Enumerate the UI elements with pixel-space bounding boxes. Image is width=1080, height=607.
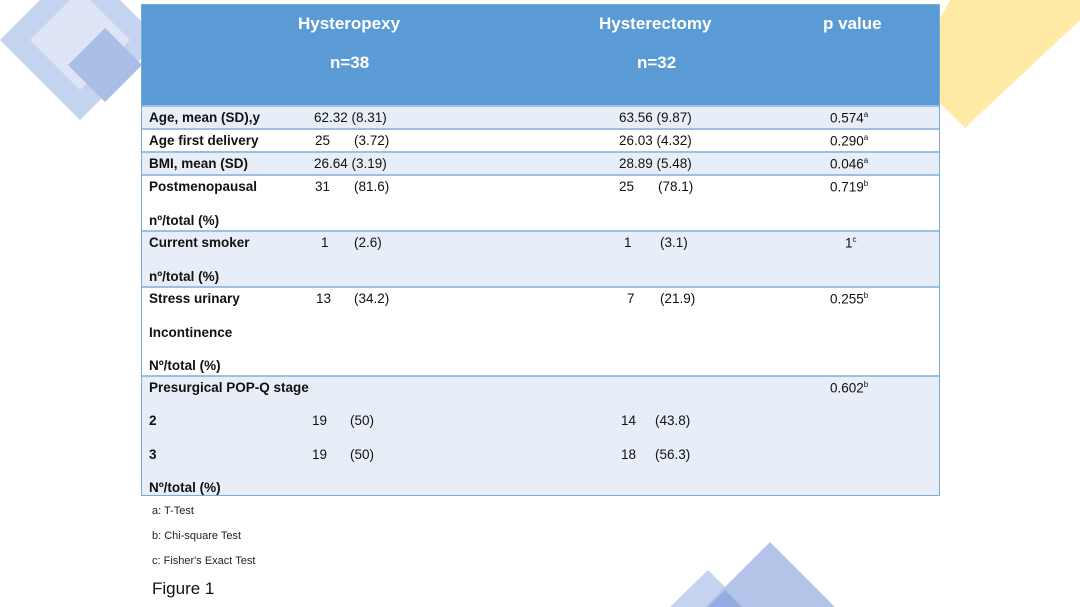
table-row-stress-incontinence [142,286,939,375]
hysteropexy-n: 25 [315,133,331,148]
table-row-first-delivery [142,128,939,151]
hysterectomy-value: 26.03 (4.32) [619,133,692,148]
stage-2-hysteropexy-pct: (50) [350,413,375,428]
hysterectomy-n: 7 [627,291,635,306]
header-hysteropexy: Hysteropexy [298,14,401,33]
hysteropexy-pct: (81.6) [354,179,390,194]
p-value: 0.046$^a$ [830,156,869,172]
decor-top-left [0,0,160,140]
row-label: Presurgical POP-Q stage [149,380,309,395]
footnote-a: a: T-Test [152,505,194,517]
decor-bottom [670,540,850,607]
table-header [142,5,939,105]
hysteropexy-value: 26.64 (3.19) [314,156,387,171]
table-row-postmenopausal [142,174,939,230]
row-label: Postmenopausal [149,179,258,194]
stage-3-label: 3 [149,447,157,462]
hysterectomy-pct: (78.1) [658,179,694,194]
row-sublabel: nº/total (%) [149,269,220,284]
table-row-smoker [142,230,939,286]
header-hysterectomy-n: n=32 [637,53,677,72]
hysteropexy-pct: (2.6) [354,235,382,250]
hysteropexy-n: 31 [315,179,331,194]
p-value: 0.255$^b$ [830,291,869,307]
stage-3-hysterectomy-n: 18 [621,447,637,462]
row-label: Current smoker [149,235,250,250]
hysteropexy-value: 62.32 (8.31) [314,110,387,125]
row-sublabel-2: Nº/total (%) [149,358,221,373]
figure-label: Figure 1 [152,579,215,598]
p-value: 0.574$^a$ [830,110,869,126]
hysterectomy-value: 28.89 (5.48) [619,156,692,171]
footnote-c: c: Fisher's Exact Test [152,555,256,567]
table-row-age [142,105,939,128]
stage-2-hysterectomy-pct: (43.8) [655,413,691,428]
hysterectomy-value: 63.56 (9.87) [619,110,692,125]
p-value: 1$^c$ [845,235,857,251]
stage-2-label: 2 [149,413,157,428]
stage-2-hysteropexy-n: 19 [312,413,328,428]
table-row-popq [142,375,939,495]
hysterectomy-pct: (3.1) [660,235,688,250]
stage-2-hysterectomy-n: 14 [621,413,637,428]
hysterectomy-n: 25 [619,179,635,194]
hysterectomy-pct: (21.9) [660,291,696,306]
header-hysterectomy: Hysterectomy [599,14,712,33]
stage-3-hysteropexy-pct: (50) [350,447,375,462]
p-value: 0.602$^b$ [830,380,869,396]
header-p-value: p value [823,14,882,33]
hysteropexy-n: 13 [316,291,332,306]
footnote-b: b: Chi-square Test [152,530,242,542]
p-value: 0.290$^a$ [830,133,869,149]
hysterectomy-n: 1 [624,235,632,250]
row-label: BMI, mean (SD) [149,156,249,171]
hysteropexy-pct: (34.2) [354,291,390,306]
demographics-table [141,4,940,496]
row-label: Age, mean (SD),y [149,110,261,125]
row-sublabel: Incontinence [149,325,233,340]
hysteropexy-n: 1 [321,235,329,250]
stage-3-hysteropexy-n: 19 [312,447,328,462]
stage-3-hysterectomy-pct: (56.3) [655,447,691,462]
hysteropexy-sd: (3.72) [354,133,390,148]
row-sublabel-last: Nº/total (%) [149,480,221,495]
p-value: 0.719$^b$ [830,179,869,195]
header-hysteropexy-n: n=38 [330,53,370,72]
row-sublabel: nº/total (%) [149,213,220,228]
row-label: Age first delivery [149,133,259,148]
table-row-bmi [142,151,939,174]
row-label: Stress urinary [149,291,240,306]
